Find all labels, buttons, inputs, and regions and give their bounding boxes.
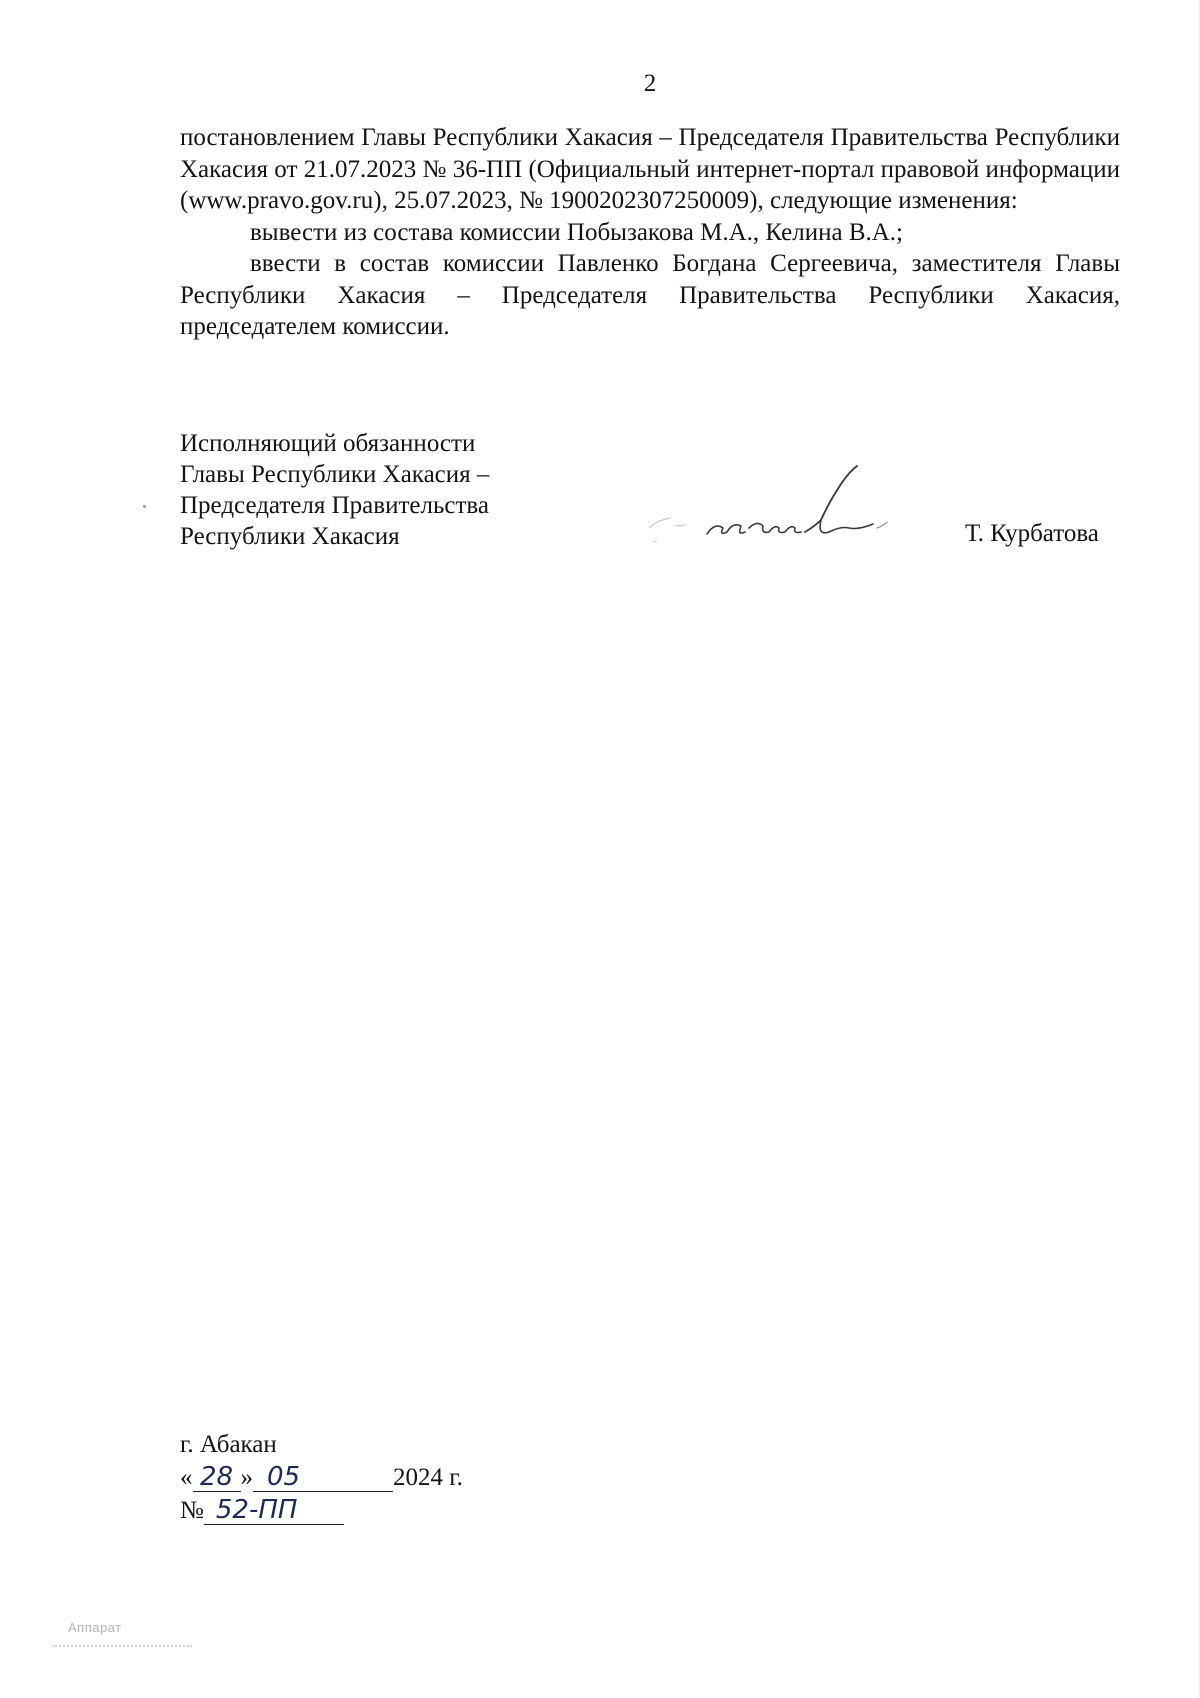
handwritten-signature <box>645 462 945 552</box>
scan-speck <box>143 505 146 508</box>
date-day-handwritten: 28 <box>193 1463 241 1492</box>
signatory-name: Т. Курбатова <box>965 520 1099 547</box>
faint-stamp-dots <box>52 1645 192 1653</box>
issue-date <box>180 1461 463 1494</box>
signatory-title-line: Главы Республики Хакасия – <box>180 461 490 488</box>
date-open-quote: « <box>180 1464 193 1491</box>
document-body <box>180 122 1120 343</box>
signatory-title <box>180 428 489 552</box>
date-month-handwritten: 05 <box>253 1463 393 1492</box>
document-number <box>180 1494 463 1527</box>
signatory-title-line: Республики Хакасия <box>180 523 400 550</box>
date-close-quote: » <box>240 1464 253 1491</box>
body-paragraph-decree-reference: постановлением Главы Республики Хакасия – Председателя Правительства Республики Хакасия от 21.07.2023 № 36-ПП (Официальный интернет-портал правовой информации (www.pravo.gov.ru), 25.07.2023, № 1900202307250009), следующие изменения: <box>180 124 1120 214</box>
body-paragraph-remove-members: вывести из состава комиссии Побызакова М.А., Келина В.А.; <box>250 218 903 246</box>
faint-stamp-text: Аппарат <box>68 1620 122 1635</box>
signatory-title-line: Председателя Правительства <box>180 492 489 519</box>
issue-city: г. Абакан <box>180 1431 277 1458</box>
document-number-handwritten: 52-ПП <box>204 1496 344 1525</box>
date-year: 2024 г. <box>393 1464 463 1491</box>
signatory-title-line: Исполняющий обязанности <box>180 430 476 457</box>
number-sign: № <box>180 1497 204 1524</box>
document-footer <box>180 1428 463 1527</box>
page-number: 2 <box>643 70 657 97</box>
body-paragraph-add-chairman: ввести в состав комиссии Павленко Богдана Сергеевича, заместителя Главы Республики Хакасия – Председателя Правительства Республики Хакасия, председателем комиссии. <box>180 250 1120 340</box>
